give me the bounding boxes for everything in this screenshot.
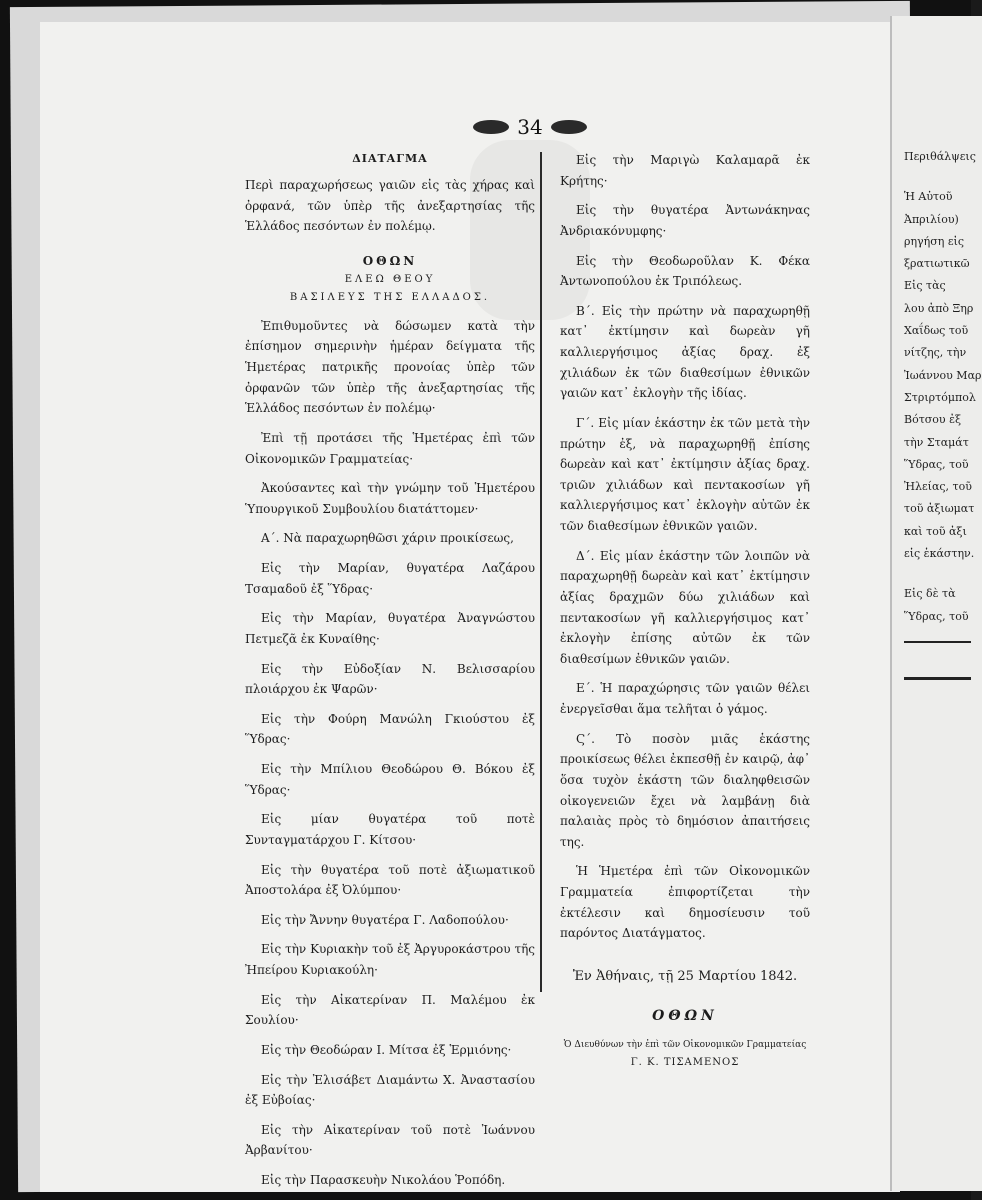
adjacent-line: Περιθάλψεις [904, 150, 976, 163]
paragraph: Εἰς τὴν Αἰκατερίναν τοῦ ποτὲ Ἰωάννου Ἀρβανίτου· [245, 1122, 535, 1158]
adjacent-line: εἰς ἑκάστην. [904, 547, 975, 561]
paragraph: Γ΄. Εἰς μίαν ἑκάστην ἐκ τῶν μετὰ τὴν πρώτην ἐξ, νὰ παραχωρηθῇ ἐπίσης δωρεὰν καὶ κατ᾽ ἐκτίμησιν ἀξίας δραχ. τριῶν χιλιάδων καὶ πεντακοσίων γῆ καλλιεργήσιμος κατ᾽ ἐκλογὴν αὐτῶν ἐκ τῶν διαθεσίμων ἐθνικῶν γαιῶν. [560, 415, 810, 533]
paragraph: Εἰς τὴν Εὐδοξίαν Ν. Βελισσαρίου πλοιάρχου ἐκ Ψαρῶν· [245, 661, 535, 697]
adjacent-rule [904, 641, 971, 643]
adjacent-line: Εἰς δὲ τὰ [904, 587, 956, 601]
adjacent-line: Ὕδρας, τοῦ [904, 609, 969, 623]
paragraph: Εἰς τὴν Μαρίαν, θυγατέρα Ἀναγνώστου Πετμεζᾶ ἐκ Κυναίθης· [245, 611, 535, 646]
left-ornament-icon [473, 120, 509, 134]
paragraph: Δ΄. Εἰς μίαν ἑκάστην τῶν λοιπῶν νὰ παραχωρηθῇ δωρεὰν καὶ κατ᾽ ἐκτίμησιν ἀξίας δραχμῶν δύω χιλιάδων καὶ πεντακοσίων γῆ καλλιεργήσιμος κατ᾽ ἐκλογὴν ἐπίσης αὐτῶν ἐκ τῶν διαθεσίμων ἐθνικῶν γαιῶν. [560, 548, 810, 666]
paragraph: Εἰς τὴν Μαρίαν, θυγατέρα Λαζάρου Τσαμαδοῦ ἐξ Ὕδρας· [245, 561, 535, 596]
adjacent-line: Ἡ Αὐτοῦ [904, 190, 953, 204]
adjacent-line: Βότσου ἐξ [904, 413, 962, 427]
adjacent-line: Ἀπριλίου) [904, 212, 959, 226]
adjacent-line: Χαΐδως τοῦ [904, 324, 969, 338]
paragraph: Εἰς τὴν θυγατέρα Ἀντωνάκηνας Ἀνδριακόνυμφης· [560, 203, 810, 238]
decree-title: ΔΙΑΤΑΓΜΑ [352, 152, 428, 165]
adjacent-line: Εἰς τὰς [904, 279, 946, 293]
paragraph: Εἰς τὴν θυγατέρα τοῦ ποτὲ ἀξιωματικοῦ Ἀποστολάρα ἐξ Ὀλύμπου· [245, 862, 535, 898]
countersign-title: Ὁ Διευθύνων τὴν ἐπὶ τῶν Οἰκονομικῶν Γραμματείας [563, 1040, 807, 1051]
paragraph: Εἰς τὴν Θεοδωροῦλαν Κ. Φέκα Ἀντωνοπούλου ἐκ Τριπόλεως. [560, 253, 810, 289]
adjacent-line: νίτζης, τὴν [904, 346, 967, 360]
adjacent-line: Στριρτόμπολ [904, 390, 976, 404]
adjacent-rule-thick [904, 677, 971, 680]
page-header [460, 114, 600, 140]
adjacent-line: ξρατιωτικῶ [904, 257, 970, 271]
paragraph: Εἰς τὴν Ἐλισάβετ Διαμάντω Χ. Ἀναστασίου ἐξ Εὐβοίας· [245, 1072, 535, 1108]
paragraph: Β΄. Εἰς τὴν πρώτην νὰ παραχωρηθῇ κατ᾽ ἐκτίμησιν καὶ δωρεὰν γῆ καλλιεργήσιμος ἀξίας δραχ. ἐξ χιλιάδων ἐκ τῶν διαθεσίμων ἐθνικῶν γαιῶν κατ᾽ ἐκλογὴν τῆς ἰδίας. [560, 303, 810, 401]
right-column [560, 150, 810, 1071]
paragraph: Εἰς τὴν Παρασκευὴν Νικολάου Ῥοπόδη. [261, 1173, 506, 1188]
paragraph: Εἰς μίαν θυγατέρα τοῦ ποτὲ Συνταγματάρχου Γ. Κίτσου· [245, 812, 535, 847]
right-ornament-icon [551, 120, 587, 134]
adjacent-line: Ἰωάννου Μαρ [904, 368, 982, 382]
paragraph: Εἰς τὴν Θεοδώραν Ι. Μίτσα ἐξ Ἑρμιόνης· [261, 1042, 512, 1057]
adjacent-line: Ἠλείας, τοῦ [904, 480, 972, 494]
paragraph: Ἐπὶ τῇ προτάσει τῆς Ἡμετέρας ἐπὶ τῶν Οἰκονομικῶν Γραμματείας· [245, 430, 535, 466]
adjacent-line: καὶ τοῦ ἀξι [904, 524, 967, 538]
paragraph: Εἰς τὴν Ἄννην θυγατέρα Γ. Λαδοπούλου· [261, 912, 509, 927]
decree-date: Ἐν Ἀθήναις, τῇ 25 Μαρτίου 1842. [572, 968, 798, 984]
paragraph: Εἰς τὴν Αἰκατερίναν Π. Μαλέμου ἐκ Σουλίου· [245, 992, 535, 1028]
adjacent-line: λου ἀπὸ Ξηρ [904, 301, 974, 315]
royal-signature: ΟΘΩΝ [652, 1008, 718, 1025]
king-name: ΟΘΩΝ [362, 253, 418, 268]
kingdom-title: ΒΑΣΙΛΕΥΣ ΤΗΣ ΕΛΛΑΔΟΣ. [289, 291, 491, 303]
paragraph: Ε΄. Ἡ παραχώρησις τῶν γαιῶν θέλει ἐνεργεῖσθαι ἅμα τελῆται ὁ γάμος. [560, 681, 810, 716]
countersign-name: Γ. Κ. ΤΙΣΑΜΕΝΟΣ [630, 1056, 740, 1068]
paragraph: Εἰς τὴν Κυριακὴν τοῦ ἐξ Ἀργυροκάστρου τῆς Ἠπείρου Κυριακούλη· [245, 942, 535, 978]
by-grace: ΕΛΕΩ ΘΕΟΥ [344, 274, 436, 286]
adjacent-line: ρηγήση εἰς [904, 234, 964, 248]
page-number: 34 [517, 115, 543, 139]
column-divider [540, 152, 542, 992]
paragraph: Ϛ΄. Τὸ ποσὸν μιᾶς ἑκάστης προικίσεως θέλει ἐκπεσθῇ ἐν καιρῷ, ἀφ᾽ ὅσα τυχὸν ἑκάστη τῶν διαληφθεισῶν οἰκογενειῶν ἔχει νὰ λαμβάνῃ διὰ παλαιὰς πρὸς τὸ δημόσιον ἀπαιτήσεις της. [560, 731, 810, 849]
adjacent-page-text [904, 150, 982, 632]
paragraph: Ἡ Ἡμετέρα ἐπὶ τῶν Οἰκονομικῶν Γραμματεία ἐπιφορτίζεται τὴν ἐκτέλεσιν καὶ δημοσίευσιν τοῦ παρόντος Διατάγματος. [560, 864, 810, 941]
paragraph: Α΄. Νὰ παραχωρηθῶσι χάριν προικίσεως, [261, 531, 514, 546]
paragraph: Ἀκούσαντες καὶ τὴν γνώμην τοῦ Ἡμετέρου Ὑπουργικοῦ Συμβουλίου διατάττομεν· [245, 481, 535, 516]
paragraph: Εἰς τὴν Μαριγὼ Καλαμαρᾶ ἐκ Κρήτης· [560, 153, 810, 188]
paragraph: Εἰς τὴν Μπίλιου Θεοδώρου Θ. Βόκου ἐξ Ὕδρας· [245, 762, 535, 797]
adjacent-line: τὴν Σταμάτ [904, 435, 969, 449]
paragraph: Ἐπιθυμοῦντες νὰ δώσωμεν κατὰ τὴν ἐπίσημον σημερινὴν ἡμέραν δείγματα τῆς Ἡμετέρας πατρικῆς προνοίας ὑπὲρ τῶν ὀρφανῶν τῶν ὑπὲρ τῆς ἀνεξαρτησίας τῆς Ἑλλάδος πεσόντων ἐν πολέμῳ· [245, 318, 535, 416]
left-column [245, 150, 535, 1200]
paragraph: Εἰς τὴν Φούρη Μανώλη Γκιούστου ἐξ Ὕδρας· [245, 711, 535, 747]
adjacent-line: Ὕδρας, τοῦ [904, 457, 969, 471]
decree-subtitle: Περὶ παραχωρήσεως γαιῶν εἰς τὰς χήρας καὶ ὀρφανά, τῶν ὑπὲρ τῆς ἀνεξαρτησίας τῆς Ἑλλάδος πεσόντων ἐν πολέμῳ. [245, 177, 535, 234]
adjacent-line: τοῦ ἀξιωματ [904, 502, 975, 516]
